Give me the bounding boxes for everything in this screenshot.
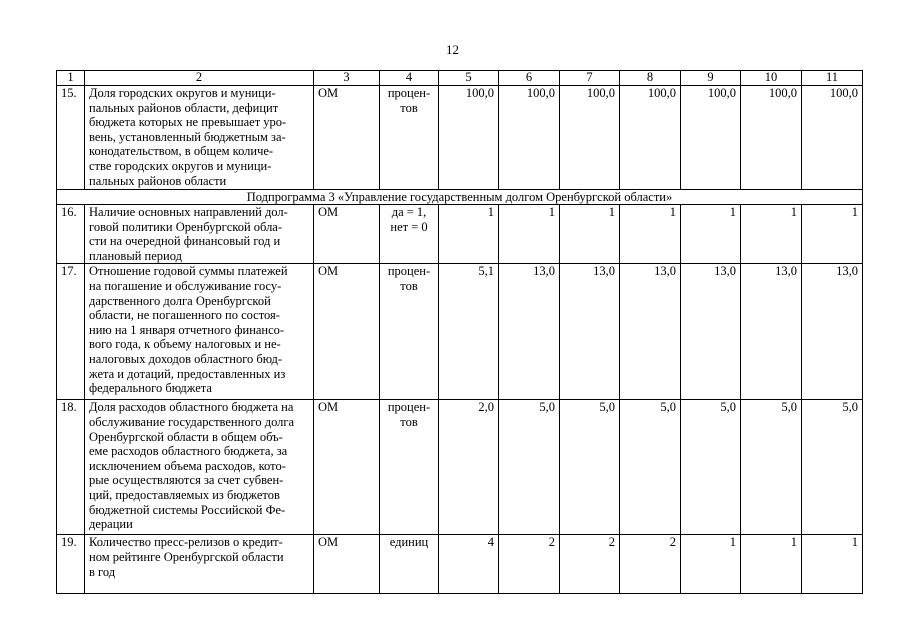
value-cell: 4: [439, 535, 499, 594]
indicators-table: [56, 70, 863, 594]
row-number: 17.: [57, 264, 85, 400]
value-cell: 100,0: [620, 86, 681, 190]
value-cell: 5,1: [439, 264, 499, 400]
indicator-name: Наличие основных направлений дол- говой политики Оренбургской обла- сти на очередной финансовый год и плановый период: [85, 205, 314, 264]
header-cell: 7: [560, 71, 620, 86]
table-row: [57, 264, 863, 400]
unit: процен- тов: [380, 264, 439, 400]
value-cell: 2: [499, 535, 560, 594]
indicator-name: Доля городских округов и муници- пальных районов области, дефицит бюджета которых не превышает уро- вень, установленный бюджетным за- конодательством, в общем количе- стве городских округов и муници- пальных районов области: [85, 86, 314, 190]
header-cell: 11: [802, 71, 863, 86]
value-cell: 1: [620, 205, 681, 264]
page-number: 12: [446, 42, 459, 57]
unit: единиц: [380, 535, 439, 594]
value-cell: 13,0: [802, 264, 863, 400]
row-number: 16.: [57, 205, 85, 264]
indicator-type: ОМ: [314, 264, 380, 400]
header-cell: 3: [314, 71, 380, 86]
value-cell: 100,0: [499, 86, 560, 190]
value-cell: 13,0: [620, 264, 681, 400]
row-number: 15.: [57, 86, 85, 190]
value-cell: 100,0: [681, 86, 741, 190]
header-cell: 4: [380, 71, 439, 86]
value-cell: 1: [681, 535, 741, 594]
value-cell: 5,0: [681, 400, 741, 535]
value-cell: 100,0: [802, 86, 863, 190]
unit: процен- тов: [380, 86, 439, 190]
subprogram-title: Подпрограмма 3 «Управление государственным долгом Оренбургской области»: [57, 190, 863, 205]
table-row: [57, 535, 863, 594]
indicator-name: Отношение годовой суммы платежей на погашение и обслуживание госу- дарственного долга Оренбургской области, не погашенного по состоя- нию на 1 января отчетного финансо- вого года, к объему налоговых и не- налоговых доходов областного бюд- жета и дотаций, предоставленных из федерального бюджета: [85, 264, 314, 400]
indicator-name: Количество пресс-релизов о кредит- ном рейтинге Оренбургской области в год: [85, 535, 314, 594]
value-cell: 1: [439, 205, 499, 264]
header-cell: 8: [620, 71, 681, 86]
header-cell: 5: [439, 71, 499, 86]
unit: да = 1, нет = 0: [380, 205, 439, 264]
header-cell: 10: [741, 71, 802, 86]
header-cell: 9: [681, 71, 741, 86]
header-cell: 6: [499, 71, 560, 86]
indicator-name: Доля расходов областного бюджета на обслуживание государственного долга Оренбургской области в общем объ- еме расходов областного бюджета, за исключением объема расходов, кото- рые осуществляются за счет субвен- ций, предоставляемых из бюджетов бюджетной системы Российской Фе- дерации: [85, 400, 314, 535]
table-row: [57, 400, 863, 535]
value-cell: 1: [499, 205, 560, 264]
value-cell: 13,0: [741, 264, 802, 400]
indicator-type: ОМ: [314, 86, 380, 190]
value-cell: 2,0: [439, 400, 499, 535]
value-cell: 13,0: [681, 264, 741, 400]
value-cell: 13,0: [560, 264, 620, 400]
value-cell: 5,0: [499, 400, 560, 535]
value-cell: 1: [802, 205, 863, 264]
value-cell: 1: [802, 535, 863, 594]
value-cell: 100,0: [741, 86, 802, 190]
header-cell: 1: [57, 71, 85, 86]
row-number: 19.: [57, 535, 85, 594]
value-cell: 100,0: [439, 86, 499, 190]
value-cell: 1: [681, 205, 741, 264]
value-cell: 5,0: [741, 400, 802, 535]
header-row: [57, 71, 863, 86]
value-cell: 13,0: [499, 264, 560, 400]
value-cell: 1: [741, 205, 802, 264]
subprogram-row: [57, 190, 863, 205]
table-row: [57, 86, 863, 190]
indicator-type: ОМ: [314, 400, 380, 535]
value-cell: 2: [560, 535, 620, 594]
value-cell: 100,0: [560, 86, 620, 190]
indicator-type: ОМ: [314, 205, 380, 264]
table-row: [57, 205, 863, 264]
unit: процен- тов: [380, 400, 439, 535]
value-cell: 1: [741, 535, 802, 594]
value-cell: 1: [560, 205, 620, 264]
row-number: 18.: [57, 400, 85, 535]
value-cell: 5,0: [560, 400, 620, 535]
value-cell: 5,0: [620, 400, 681, 535]
value-cell: 5,0: [802, 400, 863, 535]
indicator-type: ОМ: [314, 535, 380, 594]
header-cell: 2: [85, 71, 314, 86]
value-cell: 2: [620, 535, 681, 594]
